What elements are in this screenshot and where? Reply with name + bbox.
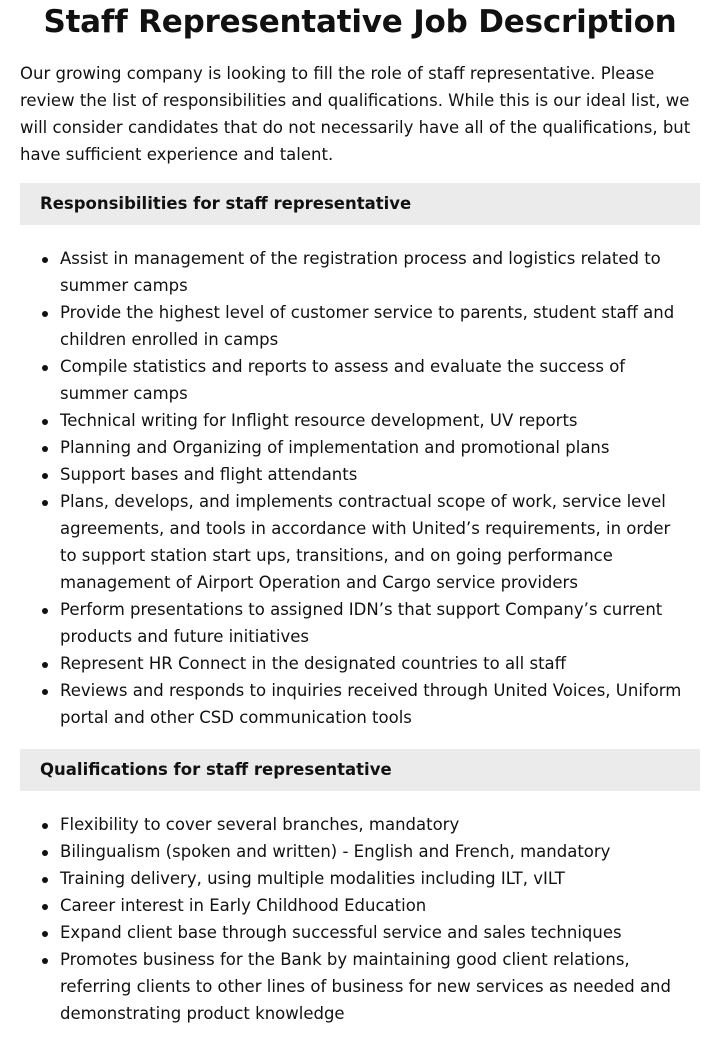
qualifications-heading: Qualifications for staff representative	[20, 749, 700, 791]
list-item: Provide the highest level of customer service to parents, student staff and children enrolled in camps	[20, 299, 700, 353]
list-item: Training delivery, using multiple modalities including ILT, vILT	[20, 865, 700, 892]
list-item: Promotes business for the Bank by maintaining good client relations, referring clients to other lines of business for new services as needed and demonstrating product knowledge	[20, 946, 700, 1027]
list-item: Plans, develops, and implements contractual scope of work, service level agreements, and tools in accordance with United’s requirements, in order to support station start ups, transitions, and on going performance management of Airport Operation and Cargo service providers	[20, 488, 700, 596]
responsibilities-list	[20, 245, 700, 731]
list-item: Support bases and flight attendants	[20, 461, 700, 488]
list-item: Compile statistics and reports to assess and evaluate the success of summer camps	[20, 353, 700, 407]
list-item: Career interest in Early Childhood Education	[20, 892, 700, 919]
page-title: Staff Representative Job Description	[43, 4, 677, 40]
intro-paragraph: Our growing company is looking to fill the role of staff representative. Please review the list of responsibilities and qualifications. While this is our ideal list, we will consider candidates that do not necessarily have all of the qualifications, but have sufficient experience and talent.	[20, 64, 691, 164]
responsibilities-heading: Responsibilities for staff representative	[20, 183, 700, 225]
list-item: Bilingualism (spoken and written) - English and French, mandatory	[20, 838, 700, 865]
list-item: Represent HR Connect in the designated countries to all staff	[20, 650, 700, 677]
list-item: Perform presentations to assigned IDN’s that support Company’s current products and future initiatives	[20, 596, 700, 650]
list-item: Planning and Organizing of implementation and promotional plans	[20, 434, 700, 461]
list-item: Flexibility to cover several branches, mandatory	[20, 811, 700, 838]
list-item: Reviews and responds to inquiries received through United Voices, Uniform portal and other CSD communication tools	[20, 677, 700, 731]
qualifications-list	[20, 811, 700, 1027]
list-item: Technical writing for Inflight resource development, UV reports	[20, 407, 700, 434]
list-item: Expand client base through successful service and sales techniques	[20, 919, 700, 946]
list-item: Assist in management of the registration process and logistics related to summer camps	[20, 245, 700, 299]
